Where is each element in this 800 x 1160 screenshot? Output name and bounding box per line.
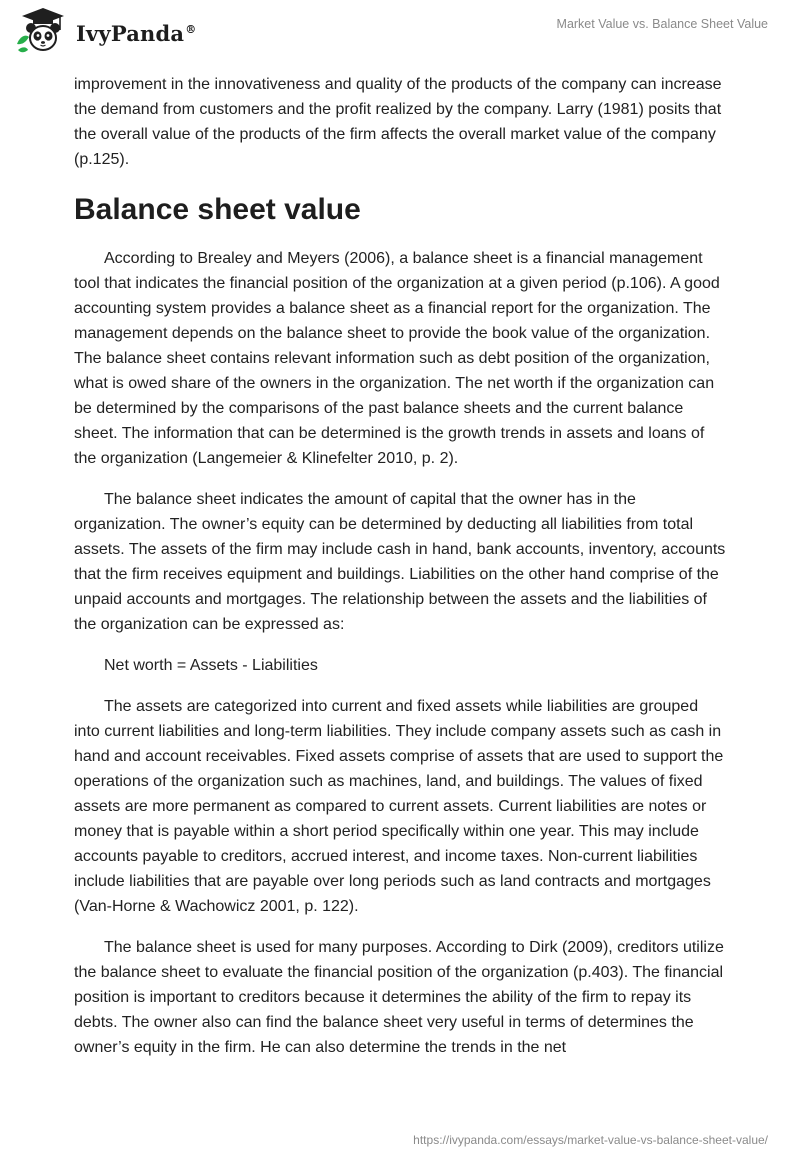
body-paragraph: The balance sheet is used for many purposes. According to Dirk (2009), creditors utilize the balance sheet to evaluate the financial position of the organization (p.403). The financial position is important to creditors because it determines the ability of the firm to repay its debts. The owner also can find the balance sheet very useful in terms of determines the owner’s equity in the firm. He can also determine the trends in the net xyxy=(74,939,724,1056)
panda-graduate-logo-icon xyxy=(14,6,72,61)
body-paragraph: The assets are categorized into current and fixed assets while liabilities are grouped into current liabilities and long-term liabilities. They include company assets such as cash in hand and account receivables. Fixed assets comprise of assets that are used to support the operations of the organization such as machines, land, and buildings. The values of fixed assets are more permanent as compared to current assets. Current liabilities are notes or money that is payable within a short period specifically within one year. This may include accounts payable to creditors, accrued interest, and income taxes. Non-current liabilities include liabilities that are payable over long periods such as land contracts and mortgages (Van-Horne & Wachowicz 2001, p. 122). xyxy=(74,698,724,915)
section-heading: Balance sheet value xyxy=(74,193,361,226)
brand-name: IvyPanda® xyxy=(76,21,197,46)
body-paragraph: The balance sheet indicates the amount of capital that the owner has in the organization. The owner’s equity can be determined by deducting all liabilities from total assets. The assets of the firm may include cash in hand, bank accounts, inventory, accounts that the firm receives equipment and buildings. Liabilities on the other hand comprise of the unpaid accounts and mortgages. The relationship between the assets and the liabilities of the organization can be expressed as: xyxy=(74,491,726,633)
intro-paragraph: improvement in the innovativeness and quality of the products of the company can increase the demand from customers and the profit realized by the company. Larry (1981) posits that the overall value of the products of the firm affects the overall market value of the company (p.125). xyxy=(74,76,722,168)
page-header xyxy=(0,0,800,64)
ivypanda-logo[interactable] xyxy=(14,6,196,61)
net-worth-formula: Net worth = Assets - Liabilities xyxy=(104,657,318,674)
document-title: Market Value vs. Balance Sheet Value xyxy=(556,17,768,31)
essay-body xyxy=(74,72,728,1060)
body-paragraph: According to Brealey and Meyers (2006), a balance sheet is a financial management tool that indicates the financial position of the organization at a given period (p.106). A good accounting system provides a balance sheet as a financial report for the organization. The management depends on the balance sheet to provide the book value of the organization. The balance sheet contains relevant information such as debt position of the organization, what is owed share of the owners in the organization. The net worth if the organization can be determined by the comparisons of the past balance sheets and the current balance sheet. The information that can be determined is the growth trends in assets and loans of the organization (Langemeier & Klinefelter 2010, p. 2). xyxy=(74,250,720,467)
source-url[interactable]: https://ivypanda.com/essays/market-value-vs-balance-sheet-value/ xyxy=(413,1133,768,1147)
